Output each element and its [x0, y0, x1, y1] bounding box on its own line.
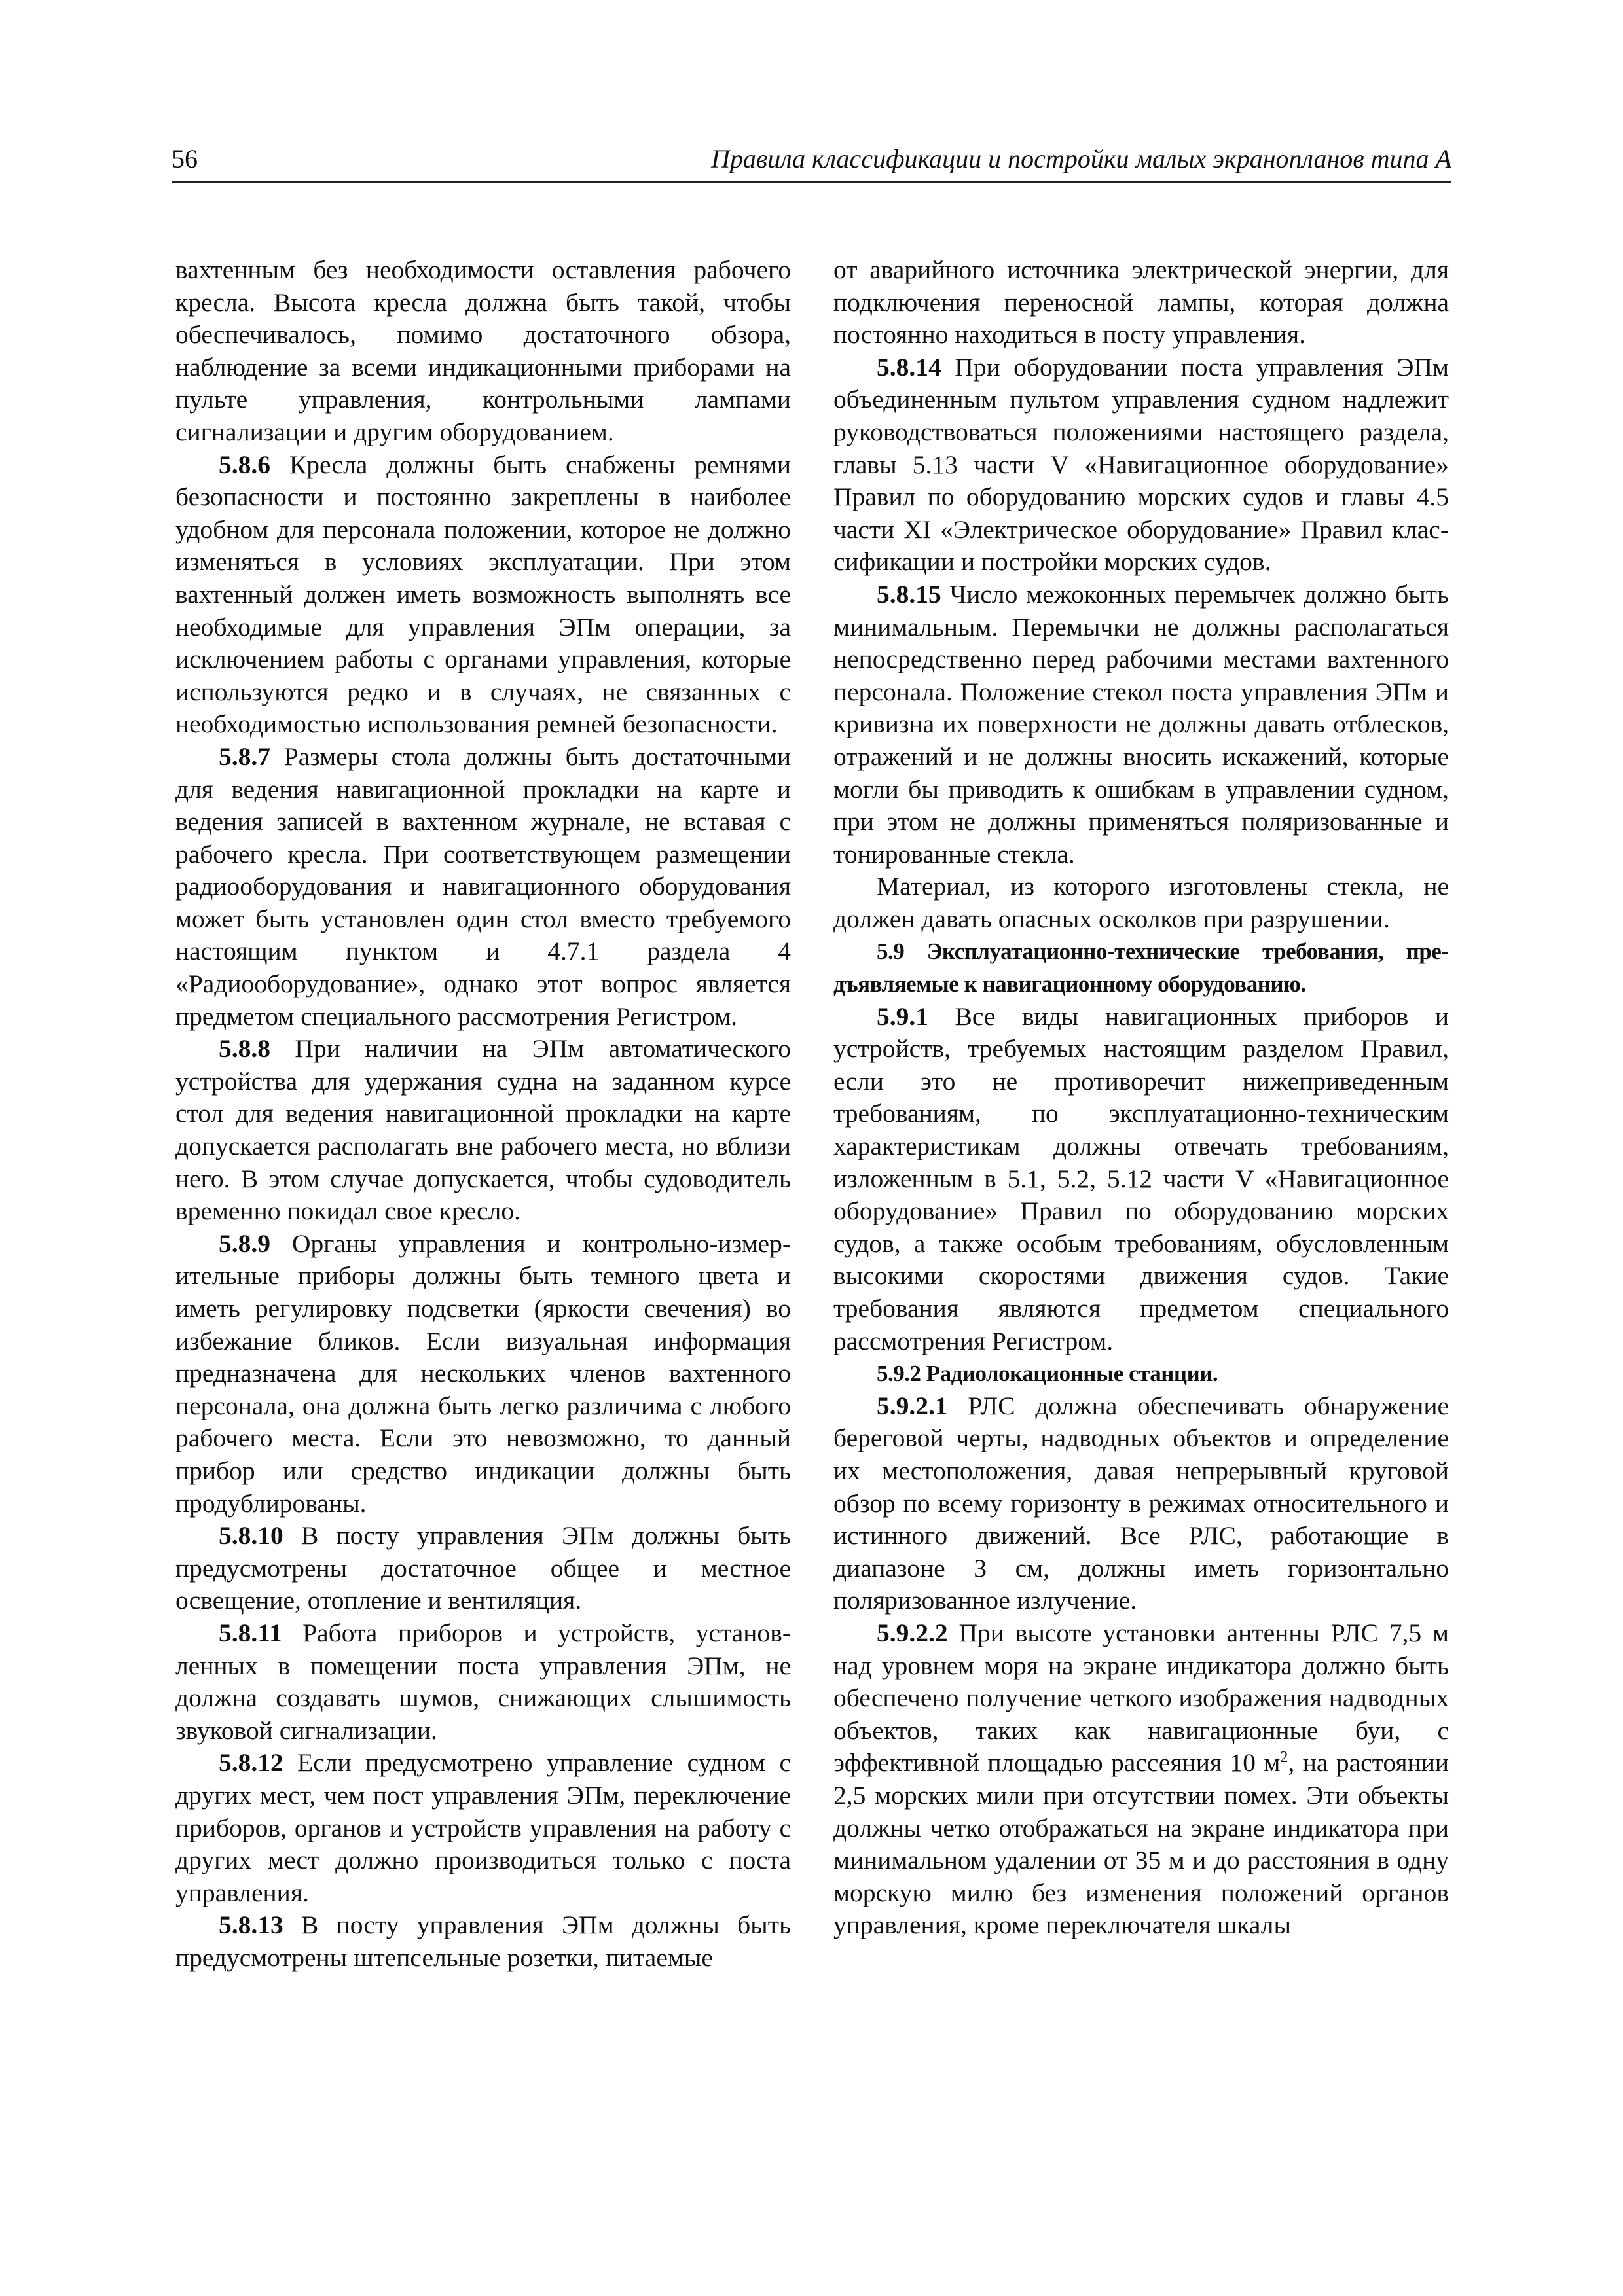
- paragraph-5-8-15: 5.8.15 Число межоконных перемычек должно быть минимальным. Перемычки не должны располагаться непосредственно перед рабочими местами вахтенного персонала. Положение стекол поста управления ЭПм и кривизна их поверхности не должны давать отблесков, отражений и не должны вносить искажений, которые могли бы приводить к ошибкам в управлении судном, при этом не должны применяться поляризованные и тонированные стекла.: [833, 579, 1449, 869]
- paragraph-5-9-2-2: 5.9.2.2 При высоте установки антенны РЛС 7,5 м над уровнем моря на экране индикатора должно быть обеспечено получение четкого изображения надводных объектов, таких как навигационные буи, с эффективной площадью рассеяния 10 $м^2$, на растоянии 2,5 морских мили при отсутствии помех. Эти объекты должны четко отображаться на экране индикатора при минимальном удалении от 35 м и до расстояния в одну морскую милю без изменения положений органов управления, кроме переключателя шкалы: [833, 1618, 1449, 1940]
- clause-number: 5.8.6: [219, 450, 270, 479]
- clause-number: 5.8.9: [219, 1229, 270, 1258]
- paragraph-5-8-6: 5.8.6 Кресла должны быть снабжены ремнями безопасности и постоянно закреплены в наиболее удобном для персонала положении, которое не должно изменяться в условиях эксплуатации. При этом вахтенный должен иметь возможность выполнять все необходимые для управления ЭПм операции, за исключением работы с органами управления, которые используются редко и в случаях, не связанных с необходимостью использования ремней безопасности.: [175, 450, 791, 739]
- superscript: 2: [1280, 1749, 1288, 1767]
- paragraph-5-8-7: 5.8.7 Размеры стола должны быть достаточными для ведения навигационной прокладки на карте и ведения записей в вахтенном журнале, не вставая с рабочего кресла. При соответствующем размещении радиооборудования и навигационного оборудования может быть установлен один стол вместо требуемого настоящим пунктом и 4.7.1 раздела 4 «Радиооборудование», однако этот вопрос является предметом специального рассмотрения Регистром.: [175, 742, 791, 1031]
- paragraph-5-8-10: 5.8.10 В посту управления ЭПм должны быть предусмотрены достаточное общее и местное освещение, отопление и вентиляция.: [175, 1521, 791, 1615]
- paragraph-5-8-9: 5.8.9 Органы управления и контрольно-измерительные приборы должны быть темного цвета и иметь регулировку подсветки (яркости свечения) во избежание бликов. Если визуальная информация предназначена для нескольких членов вахтенного персонала, она должна быть легко различима с любого рабочего места. Если это невозможно, то данный прибор или средство индикации должны быть продублированы.: [175, 1229, 791, 1518]
- clause-number: 5.8.11: [219, 1618, 282, 1647]
- paragraph-continuation: от аварийного источника электрической энергии, для подключения переносной лампы, которая должна постоянно находиться в посту управления.: [833, 255, 1449, 350]
- clause-number: 5.9.2.1: [877, 1391, 948, 1420]
- section-heading-5-9: 5.9 Эксплуатационно-технические требования, предъявляемые к навигационному оборудованию.: [833, 939, 1449, 997]
- clause-number: 5.8.13: [219, 1910, 283, 1940]
- paragraph-material: Материал, из которого изготовлены стекла, не должен давать опасных осколков при разрушении.: [833, 872, 1449, 933]
- clause-number: 5.8.8: [219, 1034, 270, 1064]
- running-title: Правила классификации и постройки малых экранопланов типа А: [710, 144, 1451, 173]
- paragraph-5-8-13: 5.8.13 В посту управления ЭПм должны быть предусмотрены штепсельные розетки, питаемые: [175, 1910, 791, 1972]
- clause-number: 5.8.10: [219, 1521, 283, 1551]
- paragraph-5-8-14: 5.8.14 При оборудовании поста управления ЭПм объединенным пультом управления судном надлежит руководствоваться положениями настоящего раздела, главы 5.13 части V «Навигационное оборудование» Правил по оборудованию морских судов и главы 4.5 части XI «Электрическое оборудование» Правил классификации и постройки морских судов.: [833, 352, 1449, 577]
- page-number: 56: [172, 144, 198, 173]
- clause-number: 5.9.1: [877, 1001, 928, 1031]
- clause-number: 5.8.14: [877, 352, 941, 382]
- left-column: [175, 254, 791, 1974]
- clause-number: 5.9.2.2: [877, 1618, 948, 1647]
- clause-number: 5.8.7: [219, 742, 270, 771]
- right-column: [833, 254, 1449, 1942]
- paragraph-5-8-12: 5.8.12 Если предусмотрено управление судном с других мест, чем пост управления ЭПм, переключение приборов, органов и устройств управления на работу с других мест должно производиться только с поста управления.: [175, 1748, 791, 1907]
- paragraph-5-9-1: 5.9.1 Все виды навигационных приборов и устройств, требуемых настоящим разделом Правил, если это не противоречит нижеприведенным требованиям, по эксплуатационно-техническим характеристикам должны отвечать требованиям, изложенным в 5.1, 5.2, 5.12 части V «Навигационное оборудование» Правил по оборудованию морских судов, а также особым требованиям, обусловленным высокими скоростями движения судов. Такие требования являются предметом специального рассмотрения Регистром.: [833, 1001, 1449, 1355]
- section-heading-5-9-2: 5.9.2 Радиолокационные станции.: [877, 1361, 1218, 1387]
- clause-number: 5.8.12: [219, 1748, 283, 1778]
- clause-number: 5.8.15: [877, 579, 941, 609]
- paragraph-continuation: вахтенным без необходимости оставления рабочего кресла. Высота кресла должна быть такой, чтобы обеспечивалось, помимо достаточного обзора, наблюдение за всеми индикационными приборами на пульте управления, контрольными лампами сигнализации и другим оборудованием.: [175, 255, 791, 446]
- paragraph-5-8-8: 5.8.8 При наличии на ЭПм автоматического устройства для удержания судна на заданном курсе стол для ведения навигационной прокладки на карте допускается располагать вне рабочего места, но вблизи него. В этом случае допускается, чтобы судоводитель временно покидал свое кресло.: [175, 1034, 791, 1226]
- paragraph-5-8-11: 5.8.11 Работа приборов и устройств, установленных в помещении поста управления ЭПм, не должна создавать шумов, снижающих слышимость звуковой сигнализации.: [175, 1618, 791, 1745]
- paragraph-5-9-2-1: 5.9.2.1 РЛС должна обеспечивать обнаружение береговой черты, надводных объектов и определение их местоположения, давая непрерывный круговой обзор по всему горизонту в режимах относительного и истинного движений. Все РЛС, работающие в диапазоне 3 см, должны иметь горизонтально поляризованное излучение.: [833, 1391, 1449, 1615]
- page-header: [172, 140, 1451, 183]
